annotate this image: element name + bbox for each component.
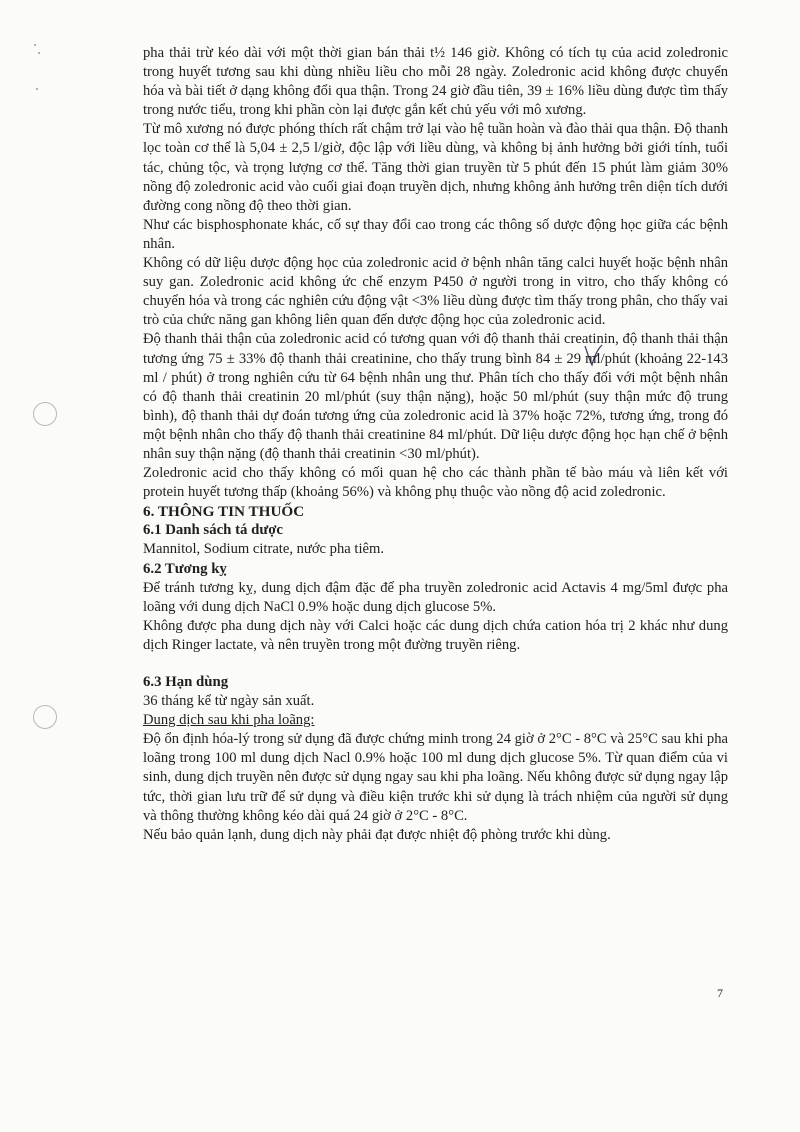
paragraph: Mannitol, Sodium citrate, nước pha tiêm. [143,541,384,558]
paragraph: Độ thanh thải thận của zoledronic acid có tương quan với độ thanh thải creatinin, độ thanh thải thận tương ứng 75 ± 33% độ thanh thải creatinine, cho thấy trung bình 84 ± 29 ml/phút (khoảng 22-143 ml / phút) ở trong nghiên cứu từ 64 bệnh nhân ung thư. Phân tích cho thấy đối với một bệnh nhân có độ thanh thải creatinin 20 ml/phút (suy thận nặng), hoặc 50 ml/phút (suy thận mức độ trung bình), độ thanh thải dự đoán tương ứng của zoledronic acid là 37% hoặc 72%, tương ứng, trong đó một bệnh nhân cho thấy độ thanh thải creatinine 84 ml/phút. Dữ liệu dược động học hạn chế ở bệnh nhân suy thận nặng (độ thanh thải creatinin <30 ml/phút). [143,331,728,462]
paragraph: Như các bisphosphonate khác, cố sự thay đổi cao trong các thông số dược động học giữa các bệnh nhân. [143,216,728,252]
underlined-subheading: Dung dịch sau khi pha loãng: [143,712,315,729]
subsection-heading: 6.2 Tương kỵ [143,560,227,577]
document-body [143,44,728,845]
paragraph: Không có dữ liệu dược động học của zoledronic acid ở bệnh nhân tăng calci huyết hoặc bệnh nhân suy gan. Zoledronic acid không ức chế enzym P450 ở người trong in vitro, cho thấy không có chuyển hóa và trong các nghiên cứu động vật <3% liều dùng được tìm thấy trong phân, cho thấy vai trò của chức năng gan không liên quan đến dược động học của zoledronic acid. [143,255,728,329]
punch-hole-icon [33,402,57,426]
scan-speck [38,52,40,54]
page-number: 7 [717,986,723,1000]
punch-hole-icon [33,705,57,729]
paragraph: Độ ổn định hóa-lý trong sử dụng đã được chứng minh trong 24 giờ ở 2°C - 8°C và 25°C sau khi pha loãng trong 100 ml dung dịch Nacl 0.9% hoặc 100 ml dung dịch glucose 5%. Từ quan điểm của vi sinh, dung dịch truyền nên được sử dụng ngay sau khi pha loãng. Nếu không được sử dụng ngay lập tức, thời gian lưu trữ để sử dụng và điều kiện trước khi sử dụng là trách nhiệm của người sử dụng và thông thường không kéo dài quá 24 giờ ở 2°C - 8°C. [143,731,728,824]
section-heading: 6. THÔNG TIN THUỐC [143,503,305,521]
scan-speck [34,44,36,46]
paragraph: Để tránh tương kỵ, dung dịch đậm đặc để pha truyền zoledronic acid Actavis 4 mg/5ml được pha loãng với dung dịch NaCl 0.9% hoặc dung dịch glucose 5%. [143,579,728,615]
scan-speck [36,88,38,90]
paragraph: Zoledronic acid cho thấy không có mối quan hệ cho các thành phần tế bào máu và liên kết với protein huyết tương thấp (khoảng 56%) và không phụ thuộc vào nồng độ acid zoledronic. [143,465,728,501]
paragraph: Không được pha dung dịch này với Calci hoặc các dung dịch chứa cation hóa trị 2 khác như dung dịch Ringer lactate, và nên truyền trong một đường truyền riêng. [143,617,728,653]
subsection-heading: 6.3 Hạn dùng [143,674,229,690]
paragraph: Nếu bảo quản lạnh, dung dịch này phải đạt được nhiệt độ phòng trước khi dùng. [143,826,611,843]
paragraph: 36 tháng kể từ ngày sản xuất. [143,693,315,710]
paragraph: pha thải trừ kéo dài với một thời gian bán thải t½ 146 giờ. Không có tích tụ của acid zoledronic trong huyết tương sau khi dùng nhiều liều cho mỗi 28 ngày. Zoledronic acid không được chuyển hóa và bài tiết ở dạng không đổi qua thận. Trong 24 giờ đầu tiên, 39 ± 16% liều dùng được tìm thấy trong nước tiểu, trong khi phần còn lại được gắn kết chủ yếu với mô xương. [143,45,728,119]
subsection-heading: 6.1 Danh sách tá dược [143,522,283,539]
paragraph: Từ mô xương nó được phóng thích rất chậm trở lại vào hệ tuần hoàn và đào thải qua thận. Độ thanh lọc toàn cơ thể là 5,04 ± 2,5 l/giờ, độc lập với liều dùng, và không bị ảnh hưởng bởi giới tính, tuổi tác, chủng tộc, và trọng lượng cơ thể. Tăng thời gian truyền từ 5 phút đến 15 phút làm giảm 30% nồng độ zoledronic acid vào cuối giai đoạn truyền dịch, nhưng không ảnh hưởng trên diện tích dưới đường cong nồng độ theo thời gian. [143,121,728,214]
